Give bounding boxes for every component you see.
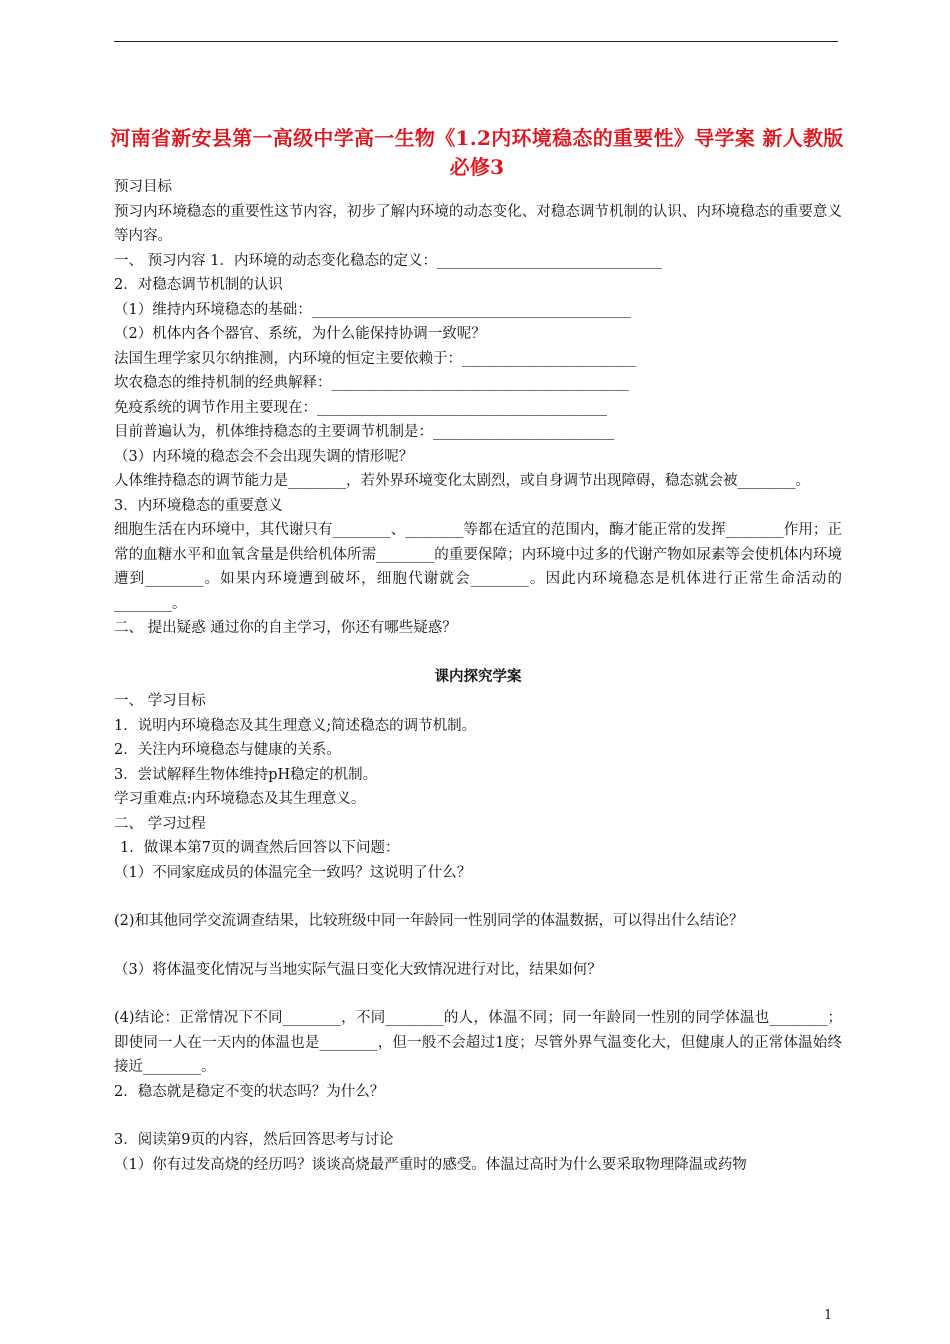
paragraph-line: 免疫系统的调节作用主要现在：________________________________________	[114, 399, 607, 416]
section-heading: 预习目标	[114, 179, 172, 195]
page-number: 1	[824, 1308, 833, 1323]
header-rule	[114, 41, 838, 42]
paragraph: (4)结论：正常情况下不同________，不同________的人，体温不同；同一年龄同一性别的同学体温也________；即使同一人在一天内的体温也是________，但一般不会超过1度；尽管外界气温变化大，但健康人的正常体温始终接近________。	[114, 1010, 842, 1075]
paragraph-line: 学习重难点:内环境稳态及其生理意义。	[114, 791, 366, 807]
paragraph-line: 3．尝试解释生物体维持pH稳定的机制。	[114, 766, 378, 783]
paragraph-line: 1．说明内环境稳态及其生理意义;简述稳态的调节机制。	[114, 717, 477, 734]
paragraph-line: 2．对稳态调节机制的认识	[114, 277, 283, 293]
paragraph-line: 目前普遍认为，机体维持稳态的主要调节机制是：_________________________	[114, 424, 615, 440]
document-title: 河南省新安县第一高级中学高一生物《1.2内环境稳态的重要性》导学案 新人教版必修3	[110, 126, 844, 179]
question: 2．稳态就是稳定不变的状态吗？为什么？	[114, 1083, 385, 1100]
paragraph-line: 1．做课本第7页的调查然后回答以下问题：	[120, 840, 400, 856]
paragraph-line: 一、 预习内容 1．内环境的动态变化稳态的定义：_______________________________	[114, 252, 662, 269]
paragraph-line: （2）机体内各个器官、系统，为什么能保持协调一致呢？	[114, 326, 486, 342]
paragraph: 细胞生活在内环境中，其代谢只有________、________等都在适宜的范围内，酶才能正常的发挥________作用；正常的血糖水平和血氧含量是供给机体所需________的重要保障；内环境中过多的代谢产物如尿素等会使机体内环境遭到________。如果内环境遭到破坏，细胞代谢就会________。因此内环境稳态是机体进行正常生命活动的________。	[114, 522, 842, 612]
paragraph-line: 法国生理学家贝尔纳推测，内环境的恒定主要依赖于：________________________	[114, 350, 636, 367]
section-title: 课内探究学案	[434, 667, 522, 685]
paragraph-line: 坎农稳态的维持机制的经典解释：_________________________________________	[114, 375, 629, 391]
question: (2)和其他同学交流调查结果，比较班级中同一年龄同一性别同学的体温数据，可以得出什么结论？	[114, 913, 744, 929]
paragraph-line: （3）内环境的稳态会不会出现失调的情形呢？	[114, 448, 414, 465]
question: 3．阅读第9页的内容，然后回答思考与讨论	[114, 1132, 394, 1148]
paragraph: 预习内环境稳态的重要性这节内容，初步了解内环境的动态变化、对稳态调节机制的认识、内环境稳态的重要意义等内容。	[114, 203, 842, 244]
paragraph-line: （1）维持内环境稳态的基础：____________________________________________	[114, 301, 631, 318]
paragraph: 人体维持稳态的调节能力是________，若外界环境变化太剧烈，或自身调节出现障碍，稳态就会被________。	[114, 473, 810, 489]
document-body	[114, 175, 842, 1177]
section-heading: 一、 学习目标	[114, 693, 206, 709]
question: （1）不同家庭成员的体温完全一致吗？这说明了什么？	[114, 864, 472, 881]
question: （1）你有过发高烧的经历吗？谈谈高烧最严重时的感受。体温过高时为什么要采取物理降温或药物	[114, 1156, 747, 1173]
question: （3）将体温变化情况与当地实际气温日变化大致情况进行对比，结果如何？	[114, 961, 602, 978]
paragraph-line: 2．关注内环境稳态与健康的关系。	[114, 742, 341, 758]
section-heading: 二、 提出疑惑 通过你的自主学习，你还有哪些疑惑？	[114, 620, 457, 636]
section-heading: 3．内环境稳态的重要意义	[114, 497, 283, 514]
section-heading: 二、 学习过程	[114, 815, 206, 832]
